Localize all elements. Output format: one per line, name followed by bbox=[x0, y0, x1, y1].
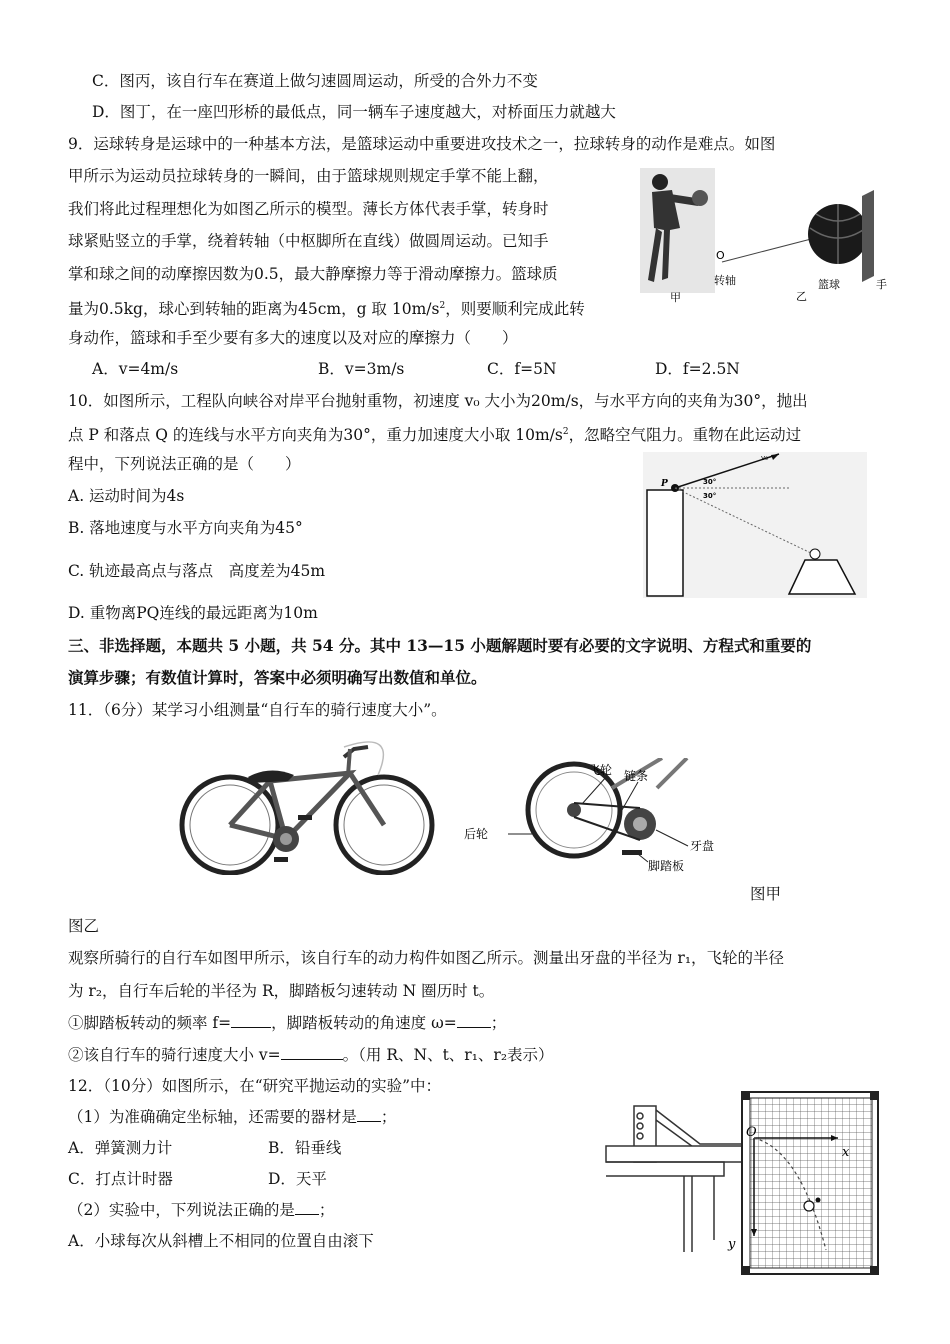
q10-line-1: 10．如图所示，工程队向峡谷对岸平台抛射重物，初速度 v₀ 大小为20m/s，与水平方向的夹角为30°，抛出 bbox=[68, 392, 808, 410]
label-chain: 链条 bbox=[624, 769, 649, 783]
figure-label-jia: 图甲 bbox=[750, 885, 782, 903]
hand-plate bbox=[862, 190, 874, 282]
q9-line-5: 掌和球之间的动摩擦因数为0.5，最大静摩擦力等于滑动摩擦力。篮球质 bbox=[68, 265, 558, 283]
player-figure bbox=[640, 168, 715, 293]
label-ball: 篮球 bbox=[818, 278, 840, 291]
q10-line-2: 点 P 和落点 Q 的连线与水平方向夹角为30°，重力加速度大小取 $10m/s^2$，忽略空气阻力。重物在此运动过 bbox=[68, 426, 802, 445]
grid-paper bbox=[750, 1098, 872, 1268]
label-jia: 甲 bbox=[670, 291, 681, 304]
q9-option-b: B．v=3m/s bbox=[318, 360, 405, 378]
label-angle-2: 30° bbox=[703, 492, 717, 500]
ball-position bbox=[804, 1201, 814, 1211]
q12-option-d: D．天平 bbox=[268, 1170, 327, 1188]
q12-sub-1: （1）为准确确定坐标轴，还需要的器材是 ； bbox=[68, 1108, 397, 1126]
bicycle-figure bbox=[178, 735, 438, 875]
q9-figure bbox=[640, 168, 890, 308]
blank-frequency[interactable] bbox=[231, 1013, 271, 1028]
q11-line-2: 观察所骑行的自行车如图甲所示，该自行车的动力构件如图乙所示。测量出牙盘的半径为 r₁，飞轮的半径 bbox=[68, 949, 785, 967]
figure-label-yi: 图乙 bbox=[68, 917, 100, 935]
label-o: O bbox=[716, 249, 725, 262]
q9-line-2: 甲所示为运动员拉球转身的一瞬间，由于篮球规则规定手掌不能上翻， bbox=[68, 167, 549, 185]
q11-line-4: ①脚踏板转动的频率 f= ，脚踏板转动的角速度 ω= ； bbox=[68, 1014, 507, 1032]
q10-option-a: A. 运动时间为4s bbox=[68, 487, 185, 505]
section3-line-2: 演算步骤；有数值计算时，答案中必须明确写出数值和单位。 bbox=[68, 668, 487, 687]
flywheel-shape bbox=[567, 803, 581, 817]
label-axis: 转轴 bbox=[714, 274, 736, 287]
label-v0: v₀ bbox=[761, 454, 768, 462]
q8-option-d: D．图丁，在一座凹形桥的最低点，同一辆车子速度越大，对桥面压力就越大 bbox=[92, 103, 616, 121]
q8-option-c: C．图丙，该自行车在赛道上做匀速圆周运动，所受的合外力不变 bbox=[92, 72, 538, 90]
q9-line-7: 身动作，篮球和手至少要有多大的速度以及对应的摩擦力（ ） bbox=[68, 329, 518, 347]
q10-option-b: B. 落地速度与水平方向夹角为45° bbox=[68, 519, 303, 537]
point-q bbox=[810, 549, 820, 559]
q9-line-1: 9．运球转身是运球中的一种基本方法，是篮球运动中重要进攻技术之一，拉球转身的动作是难点。如图 bbox=[68, 135, 776, 153]
q9-option-c: C．f=5N bbox=[487, 360, 557, 378]
label-pedal: 脚踏板 bbox=[648, 859, 685, 873]
blank-angular-velocity[interactable] bbox=[457, 1013, 491, 1028]
q11-line-5: ②该自行车的骑行速度大小 v= 。（用 R、N、t、r₁、r₂表示） bbox=[68, 1046, 554, 1064]
q10-line-3: 程中，下列说法正确的是（ ） bbox=[68, 455, 301, 473]
q9-line-4: 球紧贴竖立的手掌，绕着转轴（中枢脚所在直线）做圆周运动。已知手 bbox=[68, 232, 549, 250]
q12-option-c: C．打点计时器 bbox=[68, 1170, 173, 1188]
q9-option-d: D．f=2.5N bbox=[655, 360, 740, 378]
q12-figure bbox=[604, 1090, 880, 1276]
label-x: x bbox=[842, 1145, 850, 1160]
q9-line-3: 我们将此过程理想化为如图乙所示的模型。薄长方体代表手掌，转身时 bbox=[68, 200, 549, 218]
blank-speed[interactable] bbox=[281, 1045, 343, 1060]
q9-option-a: A．v=4m/s bbox=[92, 360, 179, 378]
q10-figure bbox=[643, 452, 867, 598]
q12-line-1: 12．（10分）如图所示，在“研究平抛运动的实验”中： bbox=[68, 1077, 442, 1095]
q12-sub-2-option-a: A．小球每次从斜槽上不相同的位置自由滚下 bbox=[68, 1232, 374, 1250]
apparatus bbox=[606, 1106, 742, 1252]
label-hand: 手 bbox=[876, 278, 887, 291]
blank-q12-2[interactable] bbox=[295, 1200, 319, 1215]
label-angle-1: 30° bbox=[703, 478, 717, 486]
blank-q12-1[interactable] bbox=[357, 1107, 381, 1122]
q9-line-6: 量为0.5kg，球心到转轴的距离为45cm，g 取 $10m/s^2$，则要顺利完成此转 bbox=[68, 300, 585, 319]
label-y: y bbox=[728, 1237, 736, 1252]
label-origin: O bbox=[746, 1125, 757, 1140]
q11-line-1: 11．（6分）某学习小组测量“自行车的骑行速度大小”。 bbox=[68, 701, 447, 719]
label-flywheel: 飞轮 bbox=[588, 763, 613, 777]
q10-option-c: C. 轨迹最高点与落点 高度差为45m bbox=[68, 562, 326, 580]
cliff-platform bbox=[647, 490, 683, 596]
axis-line bbox=[722, 238, 815, 262]
q12-option-a: A．弹簧测力计 bbox=[68, 1139, 173, 1157]
label-yi: 乙 bbox=[796, 290, 807, 303]
section3-line-1: 三、非选择题，本题共 5 小题，共 54 分。其中 13—15 小题解题时要有必要的文字说明、方程式和重要的 bbox=[68, 636, 812, 655]
label-rear-wheel: 后轮 bbox=[464, 827, 489, 841]
label-p: P bbox=[661, 479, 668, 489]
label-chainring: 牙盘 bbox=[690, 839, 715, 853]
q12-option-b: B．铅垂线 bbox=[268, 1139, 342, 1157]
q10-option-d: D. 重物离PQ连线的最远距离为10m bbox=[68, 604, 318, 622]
drivetrain-figure bbox=[462, 758, 732, 878]
q11-line-3: 为 r₂，自行车后轮的半径为 R，脚踏板匀速转动 N 圈历时 t。 bbox=[68, 982, 495, 1000]
q12-sub-2: （2）实验中，下列说法正确的是 ； bbox=[68, 1201, 335, 1219]
